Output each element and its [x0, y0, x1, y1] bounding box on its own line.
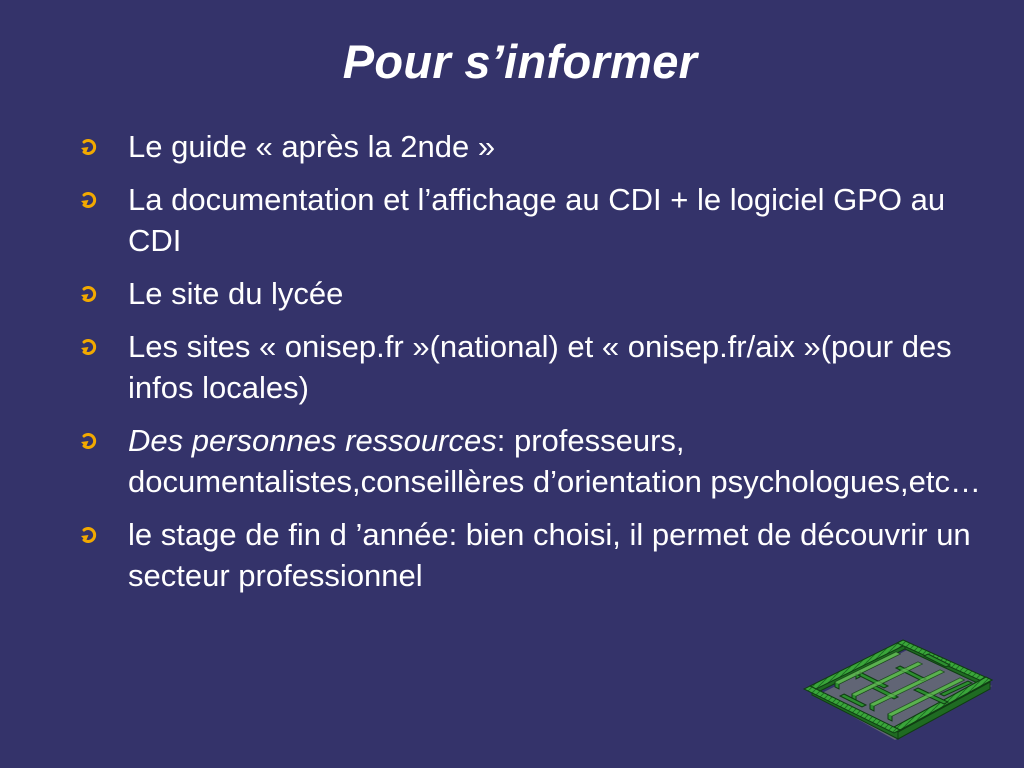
slide-title: Pour s’informer: [342, 35, 698, 88]
bullet-item: [80, 326, 1000, 408]
bullet-text: La documentation et l’affichage au CDI + le logiciel GPO au CDI: [128, 182, 946, 258]
curved-arrow-icon: [80, 326, 106, 367]
bullet-text: le stage de fin d ’année: bien choisi, il permet de découvrir un secteur professionnel: [128, 517, 971, 593]
maze-icon: [800, 636, 1000, 746]
bullet-list: [80, 126, 1000, 608]
bullet-item: [80, 273, 1000, 314]
bullet-text: Le site du lycée: [128, 276, 344, 311]
curved-arrow-icon: [80, 179, 106, 220]
curved-arrow-icon: [80, 514, 106, 555]
bullet-item: [80, 179, 1000, 261]
bullet-text: Le guide « après la 2nde »: [128, 129, 496, 164]
bullet-item: [80, 126, 1000, 167]
bullet-text: Les sites « onisep.fr »(national) et « onisep.fr/aix »(pour des infos locales): [128, 329, 952, 405]
bullet-emphasis: Des personnes ressources: [128, 423, 497, 458]
bullet-item: [80, 514, 1000, 596]
bullet-item: [80, 420, 1000, 502]
curved-arrow-icon: [80, 420, 106, 461]
curved-arrow-icon: [80, 126, 106, 167]
bullet-text: : professeurs, documentalistes,conseillères d’orientation psychologues,etc…: [128, 423, 981, 499]
curved-arrow-icon: [80, 273, 106, 314]
